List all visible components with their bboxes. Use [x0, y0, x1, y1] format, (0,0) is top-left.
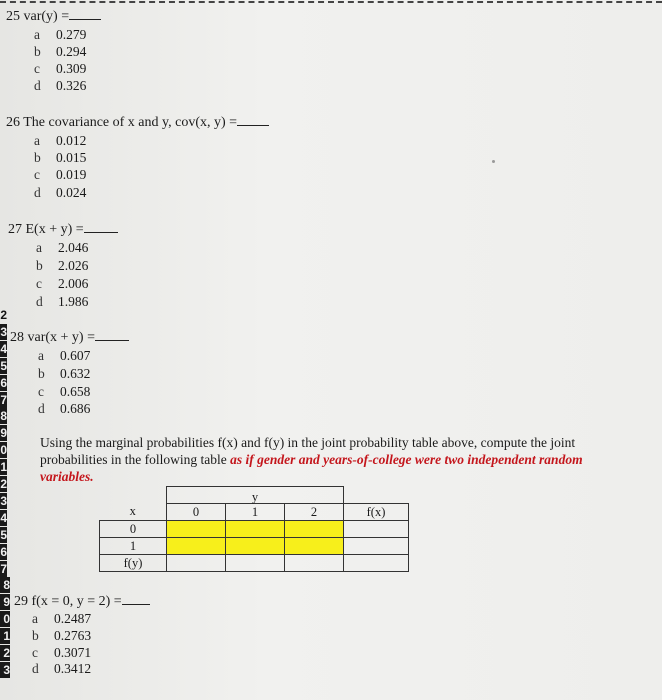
- instruction-emphasis: as if gender and years-of-college were two independent random variables.: [40, 452, 583, 484]
- option-27a: a 2.046: [36, 240, 89, 255]
- gutter-row-number: 7: [0, 561, 7, 576]
- question-26: [6, 115, 269, 131]
- independence-table: [99, 486, 409, 572]
- x-axis-label: x: [100, 504, 167, 521]
- gutter-row-number: 3: [0, 493, 7, 508]
- answer-blank: [84, 222, 118, 233]
- instruction-text: Using the marginal probabilities f(x) and f(y) in the joint probability table above, compute the joint probabilities in the following table: [40, 435, 576, 467]
- fx-0-cell[interactable]: [344, 521, 409, 538]
- gutter-row-number: 6: [0, 544, 7, 559]
- option-28a: a 0.607: [38, 348, 91, 363]
- option-29c: c 0.3071: [32, 645, 92, 660]
- option-27d: d 1.986: [36, 294, 89, 309]
- question-29: [14, 594, 150, 610]
- option-29d: d 0.3412: [32, 661, 92, 676]
- question-prompt: E(x + y) =: [25, 222, 84, 237]
- question-number: 26: [6, 115, 20, 130]
- page-top-border: [0, 1, 662, 3]
- gutter-row-number: 0: [0, 443, 7, 458]
- x-value-0: 0: [100, 521, 167, 538]
- option-25b: b 0.294: [34, 44, 87, 59]
- question-number: 28: [10, 330, 24, 345]
- question-25: [6, 9, 101, 25]
- y-value-2: 2: [285, 504, 344, 521]
- y-value-1: 1: [226, 504, 285, 521]
- gutter-row-number: 1: [0, 460, 7, 475]
- option-26a: a 0.012: [34, 133, 87, 148]
- question-27: [8, 222, 118, 238]
- cell-x0-y2[interactable]: [285, 521, 344, 538]
- gutter-row-number: 1: [0, 628, 10, 644]
- option-28c: c 0.658: [38, 384, 91, 399]
- cell-x1-y1[interactable]: [226, 538, 285, 555]
- scan-speck: [492, 160, 495, 163]
- gutter-row-number: 8: [0, 577, 10, 593]
- option-28d: d 0.686: [38, 401, 91, 416]
- cell-x0-y1[interactable]: [226, 521, 285, 538]
- question-number: 29: [14, 594, 28, 609]
- fy-0-cell[interactable]: [167, 555, 226, 572]
- fy-row-label: f(y): [100, 555, 167, 572]
- fx-header: f(x): [344, 504, 409, 521]
- question-prompt: var(y) =: [23, 9, 70, 24]
- option-26c: c 0.019: [34, 167, 87, 182]
- answer-blank: [237, 115, 269, 126]
- fx-1-cell[interactable]: [344, 538, 409, 555]
- question-number: 27: [8, 222, 22, 237]
- question-number: 25: [6, 9, 20, 24]
- y-value-0: 0: [167, 504, 226, 521]
- answer-blank: [69, 9, 101, 20]
- option-27b: b 2.026: [36, 258, 89, 273]
- answer-blank: [122, 594, 150, 605]
- option-25a: a 0.279: [34, 27, 87, 42]
- gutter-row-number: 2: [0, 477, 7, 491]
- option-25d: d 0.326: [34, 78, 87, 93]
- option-29a: a 0.2487: [32, 611, 92, 626]
- x-value-1: 1: [100, 538, 167, 555]
- question-prompt: f(x = 0, y = 2) =: [31, 594, 122, 609]
- instruction-paragraph: [40, 434, 630, 485]
- gutter-row-number: 0: [0, 611, 10, 627]
- gutter-row-number: 7: [0, 392, 7, 407]
- total-cell[interactable]: [344, 555, 409, 572]
- gutter-row-number: 9: [0, 594, 10, 610]
- answer-blank: [95, 330, 129, 341]
- option-27c: c 2.006: [36, 276, 89, 291]
- gutter-row-number: 5: [0, 527, 7, 542]
- cell-x1-y0[interactable]: [167, 538, 226, 555]
- y-axis-label: y: [226, 487, 285, 504]
- cell-x0-y0[interactable]: [167, 521, 226, 538]
- gutter-row-number: 3: [0, 324, 7, 339]
- gutter-row-number: 4: [0, 510, 7, 525]
- fy-2-cell[interactable]: [285, 555, 344, 572]
- gutter-row-number: 6: [0, 375, 7, 390]
- question-prompt: The covariance of x and y, cov(x, y) =: [23, 115, 238, 130]
- gutter-row-number: 2: [0, 645, 10, 661]
- option-26d: d 0.024: [34, 185, 87, 200]
- gutter-row-number: 5: [0, 358, 7, 373]
- gutter-row-number: 9: [0, 426, 7, 441]
- option-26b: b 0.015: [34, 150, 87, 165]
- question-prompt: var(x + y) =: [27, 330, 95, 345]
- gutter-row-number: 8: [0, 409, 7, 424]
- option-29b: b 0.2763: [32, 628, 92, 643]
- option-28b: b 0.632: [38, 366, 91, 381]
- gutter-row-number: 3: [0, 662, 10, 678]
- fy-1-cell[interactable]: [226, 555, 285, 572]
- question-28: [10, 330, 129, 346]
- gutter-row-number: 4: [0, 341, 7, 356]
- cell-x1-y2[interactable]: [285, 538, 344, 555]
- option-25c: c 0.309: [34, 61, 87, 76]
- gutter-row-number: 2: [0, 308, 7, 322]
